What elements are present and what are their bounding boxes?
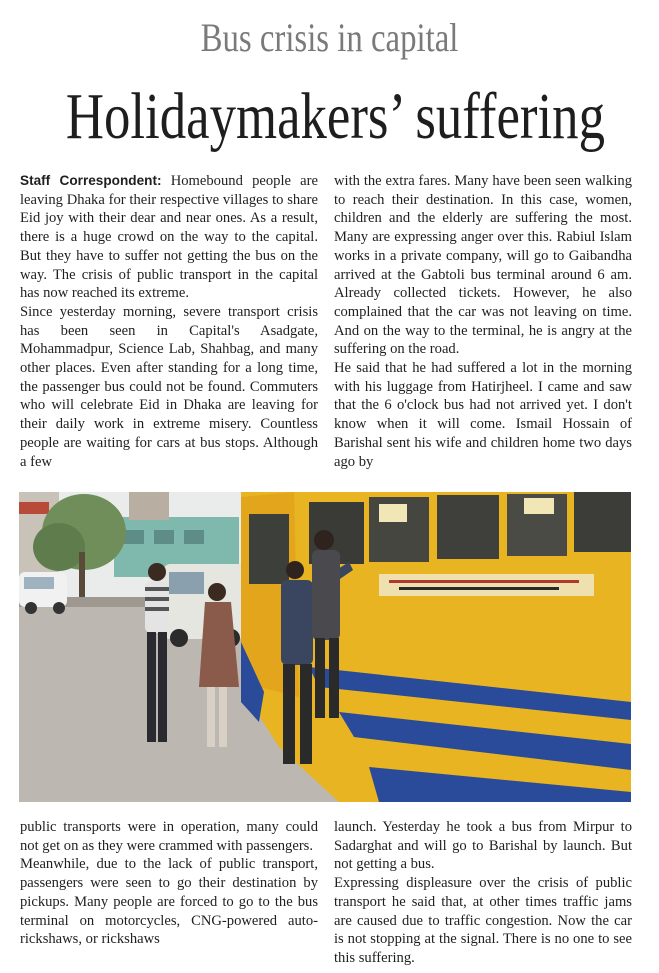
paragraph: public transports were in operation, many could not get on as they were crammed with passengers.	[20, 819, 318, 854]
signboard	[19, 502, 49, 514]
article-column-2	[334, 172, 632, 471]
paragraph-text: Homebound people are leaving Dhaka for their respective villages to share Eid joy with their dear and near ones. As a result, there is a huge crowd on the way to the capital. But they have to suffer not getting the bus on the way. The crisis of public transport in the capital has now reached its extreme.	[20, 173, 318, 302]
paragraph: He said that he had suffered a lot in the morning with his luggage from Hatirjheel. I came and saw that the 6 o'clock bus had not arrived yet. I don't know when it will come. Ismail Hossain of Barishal sent his wife and children home two days ago by	[334, 360, 632, 470]
article-column-3	[20, 818, 318, 949]
paragraph: launch. Yesterday he took a bus from Mirpur to Sadarghat and will go to Barishal by launch. But not getting a bus.	[334, 819, 632, 873]
bus-window	[574, 492, 631, 552]
paragraph: Meanwhile, due to the lack of public transport, passengers were seen to go their destination by pickups. Many people are forced to go to the bus terminal on motorcycles, CNG-powered auto-rickshaws, or rickshaws	[20, 856, 318, 948]
paragraph: Expressing displeasure over the crisis of public transport he said that, at other times traffic jams are caused due to traffic congestion. Now the car is not stopping at the signal. There is no one to see this suffering.	[334, 875, 632, 966]
article-column-1	[20, 172, 318, 471]
paragraph	[20, 172, 318, 303]
news-photo	[19, 492, 631, 802]
bus-window	[437, 495, 499, 559]
paragraph: Since yesterday morning, severe transport crisis has been seen in Capital's Asadgate, Mohammadpur, Science Lab, Shahbag, and many other places. Even after standing for a long time, the passenger bus could not be found. Commuters who will celebrate Eid in Dhaka are leaving for their daily work in extreme misery. Countless people are waiting for cars at bus stops. Although a few	[20, 303, 318, 470]
bus-sign	[379, 574, 594, 596]
building	[129, 492, 169, 520]
article-column-4	[334, 818, 632, 968]
article-headline: Holidaymakers’ suffering	[65, 80, 605, 153]
bus-stop-photo-illustration	[19, 492, 631, 802]
byline: Staff Correspondent:	[20, 173, 162, 188]
bus-windshield	[249, 514, 289, 584]
paragraph: with the extra fares. Many have been seen walking to reach their destination. In this case, women, children and the elderly are suffering the most. Many are expressing anger over this. Rabiul Islam works in a private company, will go to Gaibandha arrived at the Gabtoli bus terminal around 6 am. Already collected tickets. However, he also complained that the car was not leaving on time. And on the way to the terminal, he is angry at the suffering on the road.	[334, 173, 632, 358]
article-kicker: Bus crisis in capital	[200, 15, 459, 60]
